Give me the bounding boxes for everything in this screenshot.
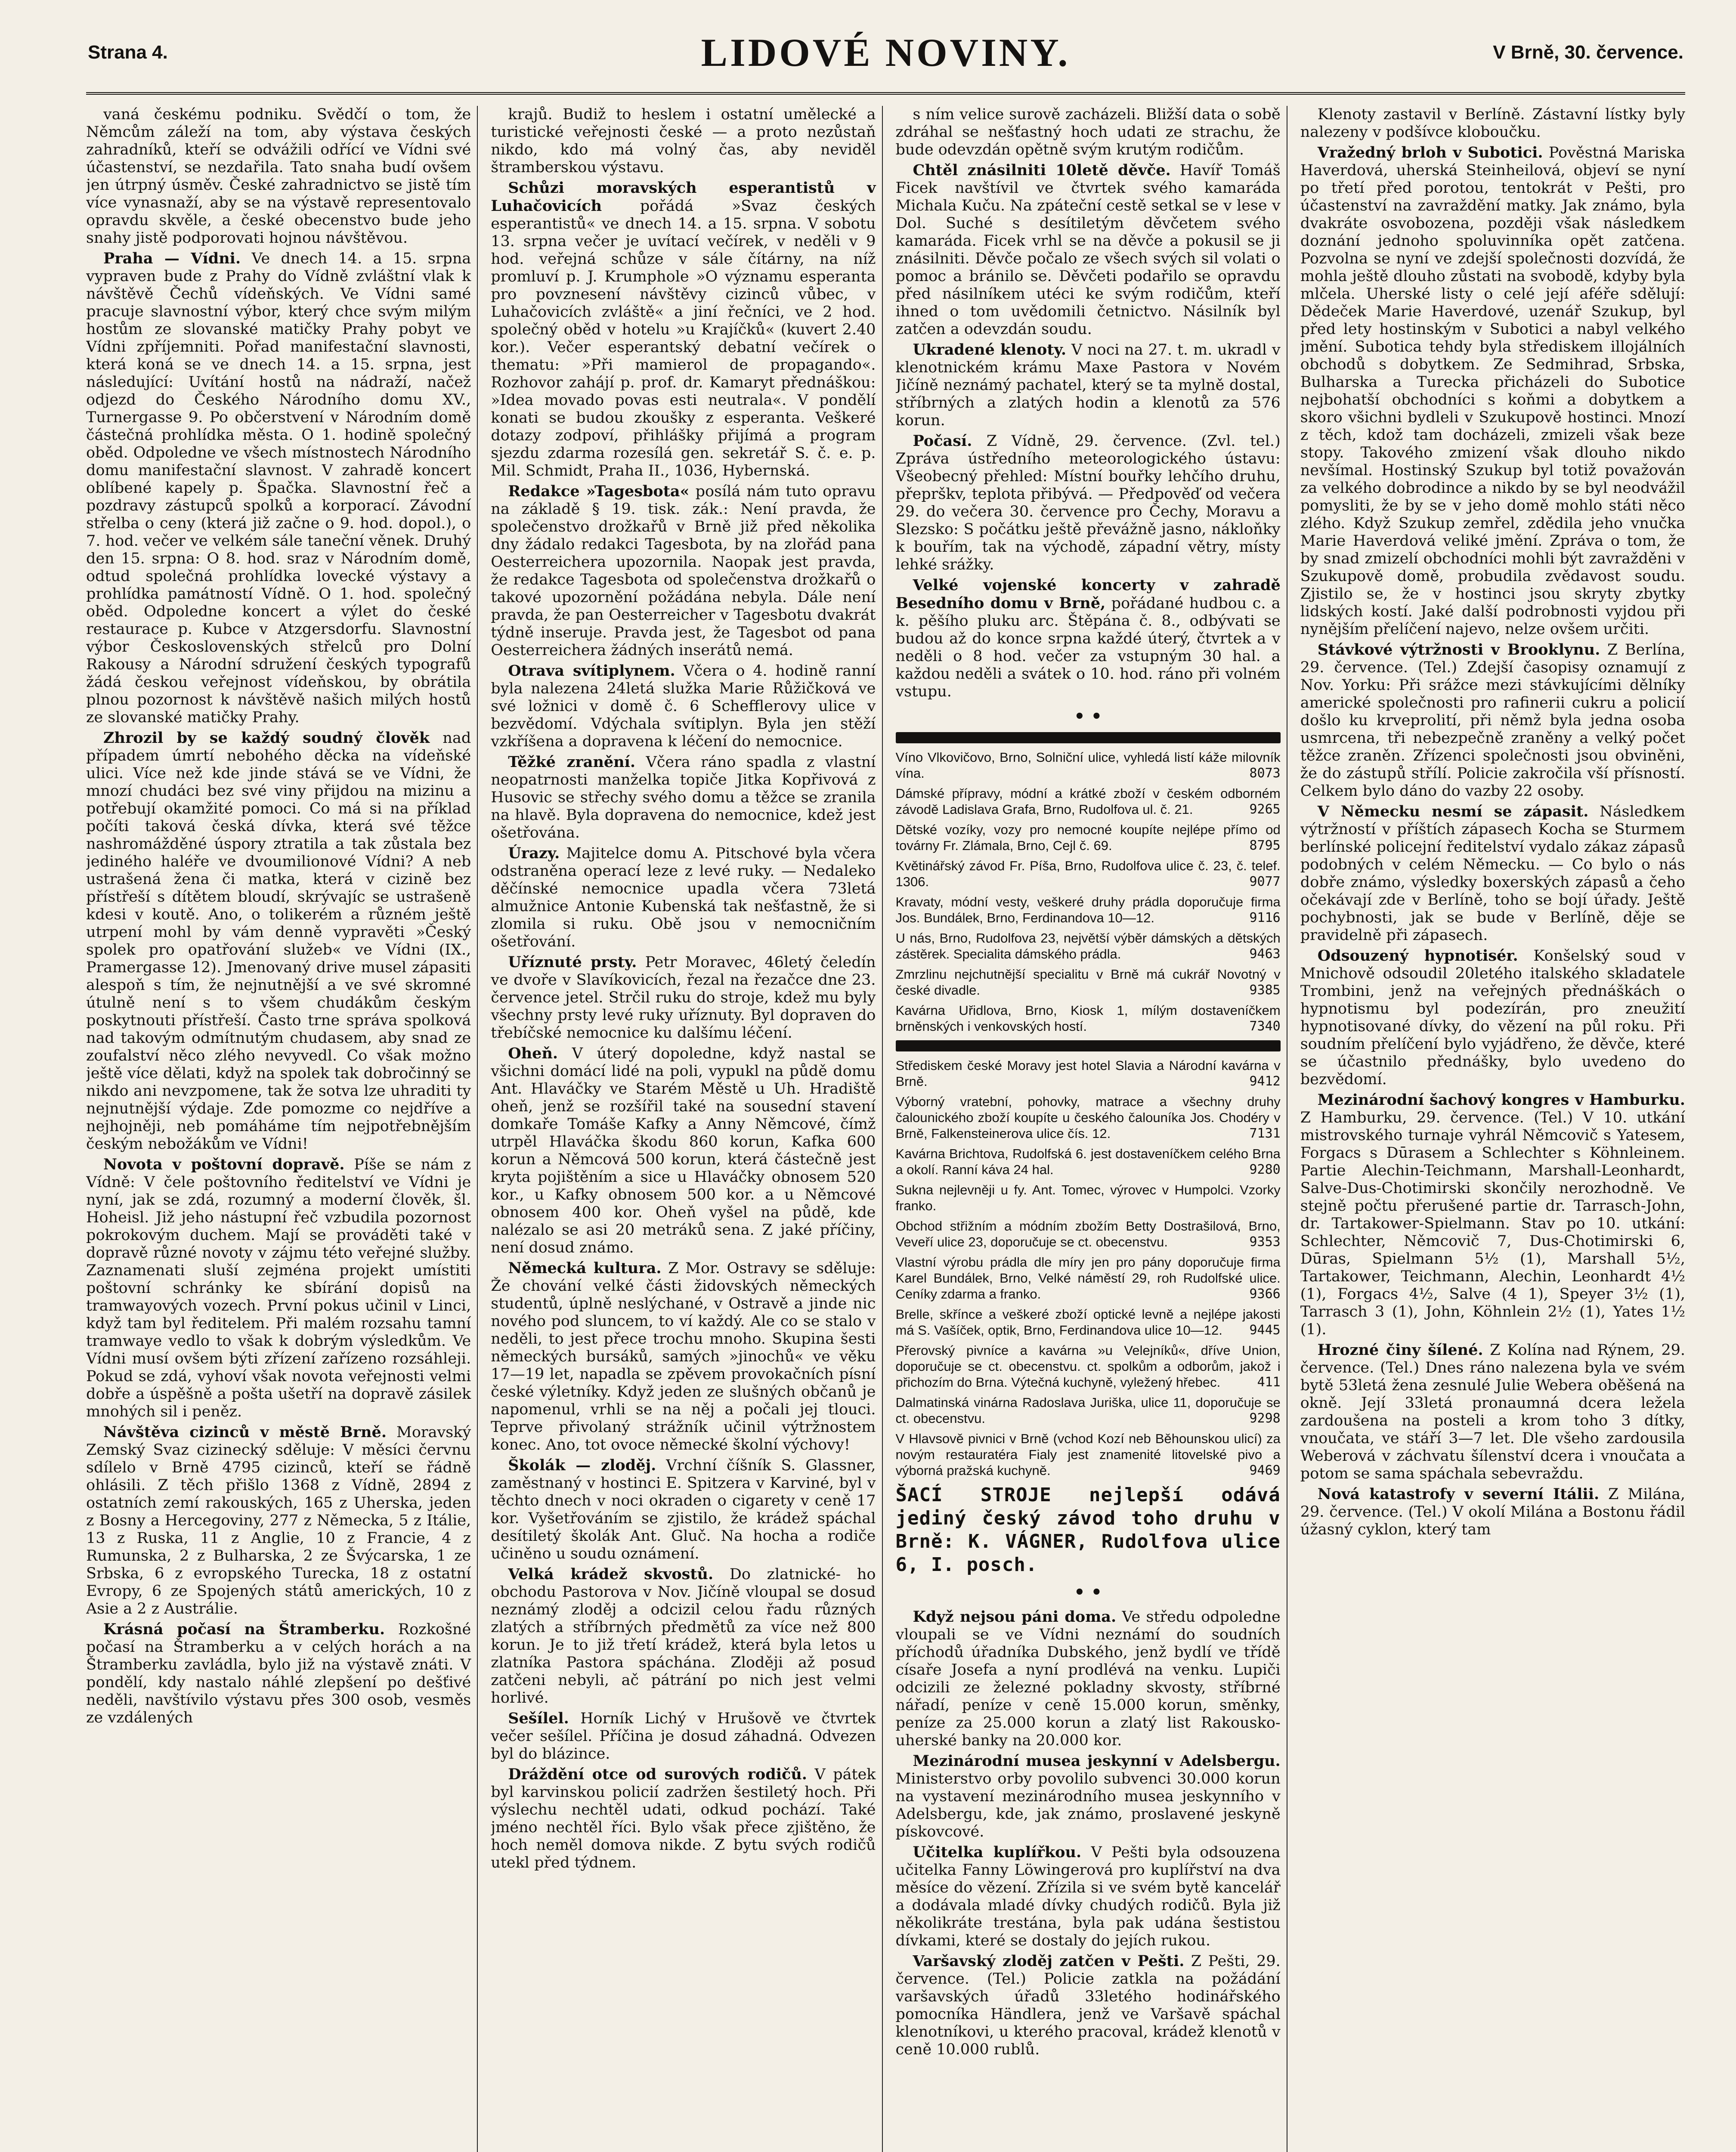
article-paragraph bbox=[491, 1045, 876, 1257]
article-text: Pověstná Mariska Haverdová, uherská Steinheilová, objeví se nyní po třetí před porotou, tentokrát v Pešti, pro účastenství na zavraždění matky. Jak známo, byla dvakráte osvobozena, později však následkem doznání jednoho spoluvinníka opět zatčena. Pozvolna se nyní ve zdejší společnosti dozvídá, že mohla ještě dlouho zůstati na svobodě, kdyby byla mlčela. Uherské listy o celé její aféře sdělují: Dědeček Marie Haverdové, uzenář Szukup, byl před lety hostinským v Subotici a nabyl velkého jmění. Subotica tehdy byla střediskem illojálních obchodů s dobytkem. Ze Sedmihrad, Srbska, Bulharska a Turecka přicházeli do Subotice nejbohatší obchodníci s koňmi a dobytkem a skoro všichni bydleli v Szukupově hostinci. Mnozí z těch, kdož tam docházeli, zmizeli však beze stopy. Takového zmizení však dlouho nikdo nevšímal. Hostinský Szukup byl totiž považován za velkého dobrodince a nikdo by se byl neodvážil pomysliti, že by se v jeho domě mohlo státi něco zlého. Když Szukup zemřel, zdědila jeho vnučka Marie Haverdová veliké jmění. Zpráva o tom, že by snad zmizelí obchodníci mohli být zavražděni v Szukupově domě, probudila zvědavost soudu. Zjistilo se, že v hostinci jsou skryty zbytky lidských kostí. Jaké další podrobnosti vyjdou při nynějším přelíčení najevo, nelze ovšem určiti. bbox=[1300, 144, 1685, 638]
classified-ad bbox=[896, 1431, 1281, 1478]
article-text: Z Mor. Ostravy se sděluje: Že chování velké části židovských německých studentů, úplně neslýchané, v Ostravě a jinde nic nového pod sluncem, to ví každý. Ale co se stalo v neděli, to jest přece trochu mnoho. Skupina šesti německých bursáků, samých »jinochů« ve věku 17—19 let, napadla se zpěvem provokačních písní české výletníky. Když jeden ze slušných občanů je napomenul, vrhli se na něj a počali jej tlouci. Teprve přivolaný strážník učinil výtržnostem konec. Ano, tot ovoce německé školní výchovy! bbox=[491, 1260, 876, 1453]
article-paragraph bbox=[896, 106, 1281, 159]
classified-ad bbox=[896, 1057, 1281, 1089]
article-text: Z Pešti, 29. července. (Tel.) Policie zatkla na požádání varšavských úřadů 33letého hodinářského pomocníka Händlera, jenž ve Varšavě spáchal klenotníkovi, u kterého pracoval, krádež klenotů v ceně 10.000 rublů. bbox=[895, 1953, 1281, 2058]
article-text: Ministerstvo orby povolilo subvenci 30.000 korun na vystavení mezinárodního musea jeskynního v Adelsbergu, kde, jak známo, proslavené jeskyně pískovcové. bbox=[895, 1770, 1281, 1840]
article-headline: Ukradené klenoty. bbox=[913, 341, 1067, 359]
article-headline: Nová katastrofy v severní Itálii. bbox=[1317, 1485, 1600, 1503]
article-paragraph bbox=[1300, 947, 1685, 1088]
article-headline: Když nejsou páni doma. bbox=[913, 1608, 1117, 1626]
ad-text: V Hlavsově pivnici v Brně (vchod Kozí neb Běhounskou ulicí) za novým restauratéra Fialy jest znamenité litovelské pivo a výborná pražská kuchyně. bbox=[895, 1431, 1281, 1478]
article-paragraph bbox=[491, 844, 876, 951]
article-paragraph bbox=[1300, 144, 1685, 638]
article-headline: Redakce »Tagesbota« bbox=[508, 482, 690, 500]
column-2 bbox=[491, 106, 882, 2152]
classified-ad bbox=[896, 785, 1281, 817]
classified-ad bbox=[896, 822, 1281, 853]
article-headline: Uříznuté prsty. bbox=[508, 953, 637, 971]
ad-number: 9116 bbox=[1249, 910, 1281, 925]
article-text: Píše se nám z Vídně: V čele poštovního ředitelství ve Vídni je nyní, jak se zdá, rozumný a moderní člověk, šl. Hoheisl. Již jeho nástupní řeč vzbudila pozornost pokrokovým duchem. Mají se prováděti také v dopravě různé novoty v zájmu této veřejné služby. Zaznamenati sluší zejména projekt umístiti poštovní schránky ke sbírání dopisů na tramwayových vozech. První pokus učinil v Linci, když tam byl ředitelem. Při malém rozsahu tamní tramwaye vedlo to však k dobrým výsledkům. Ve Vídni musí ovšem býti zřízení zařízeno rozsáhleji. Pokud se zdá, vyhoví však novota veřejnosti velmi dobře a úspěšně a pošta ušetří na dopravě zásilek mnohých sil i peněz. bbox=[86, 1156, 471, 1420]
ad-number: 411 bbox=[1257, 1375, 1281, 1390]
article-text: Následkem výtržností v příštích zápasech Kocha se Sturmem berlínské policejní ředitelství vydalo zákaz zápasů podobných v celém Německu. — Co bylo o nás dobře známo, výsledky boxerských zápasů a čeho očekávají zde v Berlíně, toho se bojí úřady. Ještě pochybnosti, jak se bude v Berlíně, děje se pravidelně při zápasech. bbox=[1300, 803, 1685, 944]
article-text: pořádané hudbou c. a k. pěšího pluku arc. Štěpána č. 8., odbývati se budou až do konce srpna každé úterý, čtvrtek a v neděli o 8 hod. večer za vstupným 30 hal. a každou neděli a svátek o 10. hod. ráno při volném vstupu. bbox=[895, 595, 1281, 700]
ad-number: 7131 bbox=[1249, 1126, 1281, 1141]
ad-divider bbox=[896, 732, 1281, 743]
ad-number: 9366 bbox=[1249, 1286, 1281, 1302]
ad-number: 9463 bbox=[1249, 946, 1281, 962]
ad-text: Dámské přípravy, módní a krátké zboží v českém odborném závodě Ladislava Grafa, Brno, Rudolfova ul. č. 21. bbox=[895, 786, 1281, 817]
article-headline: Vražedný brloh v Subotici. bbox=[1317, 144, 1543, 161]
article-text: Majitelce domu A. Pitschové byla včera odstraněna operací leze z levé ruky. — Nedaleko děčínské nemocnice upadla včera 73letá almužnice Antonie Kubenská tak nešťastně, že si zlomila si ruku. Obě jsou v nemocničním ošetřování. bbox=[491, 845, 876, 950]
advertisement-display: ŠACÍ STROJE nejlepší odává jediný český závod toho druhu v Brně: K. VÁGNER, Rudolfova ulice 6, I. posch. bbox=[895, 1484, 1281, 1576]
article-text: Klenoty zastavil v Berlíně. Zástavní lístky byly nalezeny v podšívce kloboučku. bbox=[1300, 106, 1685, 141]
article-paragraph bbox=[491, 482, 876, 659]
article-text: Petr Moravec, 46letý čeledín ve dvoře v Slavíkovicích, řezal na řezačce dne 23. července jetel. Strčil ruku do stroje, kdež mu byly všechny prsty levé ruky uříznuty. Byl dopraven do třebíčské nemocnice ku dalšímu léčení. bbox=[491, 954, 876, 1042]
article-headline: Stávkové výtržnosti v Brooklynu. bbox=[1317, 641, 1600, 659]
section-separator: • • bbox=[1074, 706, 1102, 727]
article-paragraph bbox=[896, 1843, 1281, 1950]
article-text: Z Vídně, 29. července. (Zvl. tel.) Zpráva ústředního meteorologického ústavu: Všeobecný přehled: Místní bouřky lehčího druhu, přeprškv, teplota přibývá. — Předpověď od večera 29. do večera 30. července pro Čechy, Moravu a Slezsko: S počátku ještě převážně jasno, nákloňky k bouřím, tak na východě, západní větry, místy lehké srážky. bbox=[895, 433, 1281, 573]
ad-number: 9077 bbox=[1249, 874, 1281, 889]
article-paragraph bbox=[1300, 1341, 1685, 1483]
article-text: vaná českému podniku. Svědčí o tom, že Němcům záleží na tom, aby výstava českých zahradníků, kteří se odvážili odřící ve Vídni své účastenství, se nezdařila. Tato snaha budí ovšem jen útrpný úsměv. České zahradnictvo se jistě tím více vynasnaží, aby se na výstavě representovalo opravdu skvěle, a české obecenstvo bude jeho snahy jistě podporovati hojnou návštěvou. bbox=[86, 106, 471, 247]
article-paragraph bbox=[896, 576, 1281, 701]
article-paragraph bbox=[86, 250, 471, 727]
article-paragraph bbox=[491, 1565, 876, 1707]
ad-number: 9353 bbox=[1249, 1234, 1281, 1249]
article-headline: Těžké zranění. bbox=[508, 753, 636, 771]
column-4 bbox=[1300, 106, 1685, 2152]
article-paragraph bbox=[491, 753, 876, 842]
article-text: Včera ráno spadla z vlastní neopatrnosti manželka topiče Jitka Kopřivová z Husovic se střechy svého domu a těžce se zranila na hlavě. Byla dopravena do nemocnice, kdež jest ošetřována. bbox=[491, 754, 876, 841]
article-text: pořádá »Svaz českých esperantistů« ve dnech 14. a 15. srpna. V sobotu 13. srpna večer je uvítací večírek, v neděli v 9 hod. veřejná schůze v sále čítárny, na níž promluví p. J. Krumphole »O významu esperanta pro povznesení návštěvy cizinců vůbec, v Luhačovicích zvláště« a jiní řečníci, ve 2 hod. společný oběd v hotelu »u Krajíčků« (kuvert 2.40 kor.). Večer esperantský debatní večírek o thematu: »Při mamierol de propagando«. Rozhovor zahájí p. prof. dr. Kamaryt přednáškou: »Idea movado povas esti neutrala«. V pondělí konati se budou zkoušky z esperanta. Veškeré dotazy zodpoví, přihlášky přijímá a program sjezdu zdarma rozesílá gen. sekretář S. č. e. p. Mil. Schmidt, Praha II., 1036, Hybernská. bbox=[491, 198, 876, 479]
ad-text: Kravaty, módní vesty, veškeré druhy prádla doporučuje firma Jos. Bundálek, Brno, Ferdinandova 10—12. bbox=[895, 894, 1281, 925]
classified-ad bbox=[896, 894, 1281, 926]
article-headline: Mezinárodní šachový kongres v Hamburku. bbox=[1317, 1091, 1685, 1109]
ad-number: 9280 bbox=[1249, 1162, 1281, 1177]
article-text: V pátek byl karvinskou policií zadržen šestiletý hoch. Při výslechu nechtěl udati, odkud pochází. Také jméno nechtěl říci. Bylo však přece zjištěno, že hoch neměl domova nikde. Z bytu svých rodičů utekl před týdnem. bbox=[491, 1766, 876, 1871]
article-paragraph bbox=[491, 1259, 876, 1454]
article-headline: Odsouzený hypnotisér. bbox=[1317, 947, 1518, 965]
article-headline: Velká krádež skvostů. bbox=[508, 1565, 714, 1583]
article-paragraph bbox=[1300, 803, 1685, 944]
section-separator: • • bbox=[1074, 1582, 1102, 1602]
article-paragraph bbox=[86, 1620, 471, 1727]
article-paragraph bbox=[86, 1423, 471, 1618]
article-paragraph bbox=[896, 432, 1281, 574]
article-headline: Praha — Vídni. bbox=[103, 250, 241, 267]
ad-text: Přerovský pivníce a kavárna »u Velejníků«, dříve Union, doporučuje se ct. obecenstvu. ct. spolkům a odborům, jakož i přichozím do Brna. Výtečná kuchyně, vyležený hřebec. bbox=[895, 1343, 1281, 1390]
newspaper-title: LIDOVÉ NOVINY. bbox=[701, 31, 1071, 74]
article-text: Včera o 4. hodině ranní byla nalezena 24letá služka Marie Růžičková ve své ložnici v domě č. 6 Schefflerovy ulice v bezvědomí. Vdýchala svítiplyn. Byla jen stěží vzkříšena a dopravena k léčení do nemocnice. bbox=[491, 662, 876, 750]
article-paragraph bbox=[1300, 106, 1685, 141]
article-paragraph bbox=[491, 1766, 876, 1872]
article-text: Z Kolína nad Rýnem, 29. července. (Tel.) Dnes ráno nalezena byla ve svém bytě 53letá žena zesnulé Julie Webera oběšená na okně. Její 33letá pronaumná dcera ležela zardoušena na posteli a krom toho 3 dítky, vnoučata, ve stáří 3—7 let. Dle všeho zardousila Weberová v záchvatu šílenství dcera i vnoučata a potom se sama spáchala sebevraždu. bbox=[1300, 1342, 1685, 1482]
classified-ad bbox=[896, 749, 1281, 781]
article-text: s ním velice surově zacházeli. Bližší data o sobě zdráhal se nešťastný hoch udati ze strachu, že bude odevzdán opětně svým krutým rodičům. bbox=[895, 106, 1281, 158]
article-text: krajů. Budiž to heslem i ostatní umělecké a turistické veřejnosti české — a proto nezůstaň nikdo, kdo má volný čas, aby neviděl štramberskou výstavu. bbox=[491, 106, 876, 176]
article-text: Rozkošné počasí na Štramberku a v celých horách a na Štramberku zavládla, bylo již na výstavě znáti. V pondělí, kdy nastalo náhlé zlepšení po dešťivé neděli, navštívilo výstavu přes 300 osob, vesměs ze vzdálených bbox=[86, 1621, 471, 1726]
ad-text: Kavárna Brichtova, Rudolfská 6. jest dostaveníčkem celého Brna a okolí. Ranní káva 24 hal. bbox=[895, 1146, 1281, 1177]
ad-text: Dalmatinská vinárna Radoslava Juriška, ulice 11, doporučuje se ct. obecenstvu. bbox=[895, 1395, 1281, 1426]
classified-ad bbox=[896, 1394, 1281, 1426]
classified-ad bbox=[896, 1306, 1281, 1338]
ad-number: 8795 bbox=[1249, 838, 1281, 853]
article-headline: Návštěva cizinců v městě Brně. bbox=[103, 1423, 387, 1441]
article-text: Havíř Tomáš Ficek navštívil ve čtvrtek svého kamaráda Michala Kuču. Na zpáteční cestě setkal se v lese v Dol. Suché s desítiletým děvčetem svého kamaráda. Ficek vrhl se na děvče a pokusil se ji znásilniti. Děvče počalo ze všech svých sil volati o pomoc a bránilo se. Děvčeti podařilo se opravdu před násilníkem utéci ke svým rodičům, kteří ihned o tom uvědomili četnictvo. Násilník byl zatčen a odevzdán soudu. bbox=[895, 162, 1281, 338]
ad-text: Obchod střižním a módním zbožím Betty Dostrašilová, Brno, Veveří ulice 23, doporučuje se ct. obecenstvu. bbox=[895, 1218, 1281, 1249]
ad-text: U nás, Brno, Rudolfova 23, největší výběr dámských a dětských zástěrek. Specialita dámského prádla. bbox=[895, 931, 1281, 962]
ad-number: 9385 bbox=[1249, 983, 1281, 998]
ad-text: Dětské vozíky, vozy pro nemocné koupíte nejlépe přímo od továrny Fr. Zlámala, Brno, Cejl č. 69. bbox=[895, 822, 1281, 853]
article-paragraph bbox=[896, 1608, 1281, 1750]
classified-ad bbox=[896, 1002, 1281, 1034]
article-text: Ve dnech 14. a 15. srpna vypraven bude z Prahy do Vídně zvláštní vlak k návštěvě Čechů vídeňských. Ve Vídni samé pracuje slavnostní výbor, který chce svým milým hostům ze slovanské matičky Prahy pobyt ve Vídni zpříjemniti. Pořad manifestační slavnosti, která koná se ve dnech 14. a 15. srpna, jest následující: Uvítání hostů na nádraží, načež odjezd do Českého Národního domu XV., Turnergasse 9. Po občerstvení v Národním domě částečná prohlídka města. O 1. hodině společný oběd. Odpoledne ve všech místnostech Národního domu manifestační slavnost. V zahradě koncert oblíbené kapely p. Špačka. Slavnostní řeč a pozdravy zástupců spolků a korporací. Závodní střelba o ceny (která již začne o 9. hod. dopol.), o 7. hod. večer ve velkém sále taneční věnek. Druhý den 15. srpna: O 8. hod. sraz v Národním domě, odtud společná prohlídka lovecké výstavy a prohlídka památností Vídně. O 1. hod. společný oběd. Odpoledne koncert a výlet do české restaurace p. Kubce v Atzgersdorfu. Slavnostní výbor Československých střelců pro Dolní Rakousy a Národní sdružení českých typografů žádá českou veřejnost vídeňskou, by obrátila plnou pozornost k návštěvě našich milých hostů ze slovanské matičky Prahy. bbox=[86, 250, 471, 726]
article-headline: Oheň. bbox=[508, 1045, 558, 1062]
ad-text: Zmrzlinu nejchutnější specialitu v Brně má cukrář Novotný v české divadle. bbox=[895, 967, 1281, 998]
article-paragraph bbox=[896, 341, 1281, 430]
article-paragraph bbox=[491, 106, 876, 176]
ad-text: Sukna nejlevněji u fy. Ant. Tomec, výrovec v Humpolci. Vzorky franko. bbox=[895, 1182, 1281, 1213]
classified-ad bbox=[896, 1218, 1281, 1250]
ad-number: 7340 bbox=[1249, 1019, 1281, 1034]
article-paragraph bbox=[1300, 1091, 1685, 1339]
masthead bbox=[86, 13, 1685, 95]
column-1 bbox=[86, 106, 478, 2152]
ad-number: 8073 bbox=[1249, 766, 1281, 781]
article-headline: Učitelka kuplířkou. bbox=[913, 1843, 1082, 1861]
article-paragraph bbox=[491, 953, 876, 1042]
classified-ad bbox=[896, 1094, 1281, 1141]
article-text: Ve středu odpoledne vloupali se ve Vídni neznámí do soudních příchodů úřadníka Dubského, jenž bydlí ve třídě císaře Josefa a nyní prodlévá na venku. Lupiči odcizili ze železné pokladny skvosty, stříbrné nářadí, peníze v ceně 15.000 korun, směnky, peníze za 25.000 korun a zlatý list Rakousko-uherské banky na 20.000 kor. bbox=[895, 1608, 1281, 1749]
article-paragraph bbox=[1300, 1485, 1685, 1539]
article-text: Vrchní číšník S. Glassner, zaměstnaný v hostinci E. Spitzera v Karviné, byl v těchto dnech v noci okraden o cigarety v ceně 17 kor. Vyšetřováním se zjistilo, že krádež spáchal desítiletý školák Ant. Gluč. Na hocha a rodiče učiněno u soudu oznámení. bbox=[491, 1457, 876, 1562]
article-paragraph bbox=[896, 1952, 1281, 2059]
ad-number: 9469 bbox=[1249, 1463, 1281, 1478]
article-headline: Německá kultura. bbox=[508, 1259, 662, 1277]
article-paragraph bbox=[86, 106, 471, 247]
ad-text: Kavárna Uřidlova, Brno, Kiosk 1, mílým dostaveníčkem brněnských i venkovských hostí. bbox=[895, 1003, 1281, 1034]
article-text: Z Berlína, 29. července. (Tel.) Zdejší časopisy oznamují z Nov. Yorku: Při srážce mezi stávkujícími dělníky americké společnosti pro rafinerii cukru a policií došlo ku krveprolití, při němž byla jedna osoba usmrcena, tři nebezpečně zraněny a velký počet těžce zraněn. Zřízenci společnosti jsou obviněni, že do zástupů střílí. Policie zakročila vší přísností. Celkem bylo dáno do vazby 22 osoby. bbox=[1300, 641, 1685, 800]
ad-text: Vlastní výrobu prádla dle míry jen pro pány doporučuje firma Karel Bundálek, Brno, Velké náměstí 29, roh Rudolfské ulice. Ceníky zdarma a franko. bbox=[895, 1255, 1281, 1302]
ad-number: 9412 bbox=[1249, 1074, 1281, 1089]
article-headline: Chtěl znásilniti 10letě děvče. bbox=[913, 161, 1171, 179]
article-text: posílá nám tuto opravu na základě § 19. tisk. zák.: Není pravda, že společenstvo drožkařů v Brně již před několika dny žádalo redakci Tagesbota, by na zlořád pana Oesterreichera upozornila. Naopak jest pravda, že redakce Tagesbota od společenstva drožkařů o takové upozornění požádána nebyla. Dále není pravda, že pan Oesterreicher v Tagesbotu dvakrát týdně inseruje. Pravda jest, že Tagesbot od pana Oesterreichera žádných inserátů nemá. bbox=[491, 483, 876, 659]
classified-ad bbox=[896, 966, 1281, 998]
page-number: Strana 4. bbox=[88, 42, 168, 63]
classified-ad bbox=[896, 1254, 1281, 1302]
article-text: Horník Lichý v Hrušově ve čtvrtek večer sešílel. Příčina je dosud záhadná. Odvezen byl do blázince. bbox=[491, 1710, 876, 1762]
article-headline: Otrava svítiplynem. bbox=[508, 662, 675, 680]
article-headline: Schůzi moravských esperantistů v Luhačovicích bbox=[491, 179, 876, 215]
article-text: V úterý dopoledne, když nastal se všichni domácí lidé na poli, vypukl na půdě domu Ant. Hlaváčky ve Starém Městě u Uh. Hradiště oheň, jenž se rozšířil také na sousední stavení domkaře Tomáše Kafky a Anny Němcové, čímž utrpěl Hlaváčka škodu 860 korun, Kafka 600 korun a Němcová 500 korun, která částečně jest kryta pojištěním a sice u Hlaváčky obnosem 520 kor., u Kafky obnosem 500 kor. a u Němcové obnosem 400 kor. Oheň vyšel na půdě, kde nalézalo se asi 20 metráků sena. Z jaké příčiny, není dosud známo. bbox=[491, 1045, 876, 1256]
dateline: V Brně, 30. července. bbox=[1493, 42, 1683, 63]
article-paragraph bbox=[491, 1710, 876, 1763]
article-paragraph bbox=[491, 179, 876, 480]
article-headline: Velké vojenské koncerty v zahradě Besedního domu v Brně, bbox=[895, 576, 1281, 612]
article-headline: V Německu nesmí se zápasit. bbox=[1317, 803, 1589, 820]
article-headline: Mezinárodní musea jeskynní v Adelsbergu. bbox=[913, 1752, 1281, 1770]
article-headline: Zhrozil by se každý soudný člověk bbox=[103, 729, 430, 747]
article-paragraph bbox=[1300, 641, 1685, 800]
article-headline: Sešílel. bbox=[508, 1710, 569, 1727]
article-headline: Dráždění otce od surových rodičů. bbox=[508, 1766, 807, 1783]
article-paragraph bbox=[491, 662, 876, 751]
article-text: Z Milána, 29. července. (Tel.) V okolí Milána a Bostonu řádil úžasný cyklon, který tam bbox=[1300, 1486, 1685, 1538]
article-headline: Úrazy. bbox=[508, 844, 560, 862]
classified-ad bbox=[896, 1342, 1281, 1390]
ad-text: Brelle, skřínce a veškeré zboží optické levně a nejlépe jakosti má S. Vašíček, optik, Brno, Ferdinandova ulice 10—12. bbox=[895, 1307, 1281, 1338]
ad-divider bbox=[896, 1040, 1281, 1051]
article-paragraph bbox=[896, 1752, 1281, 1841]
ad-number: 9445 bbox=[1249, 1323, 1281, 1338]
article-text: Z Hamburku, 29. července. (Tel.) V 10. utkání mistrovského turnaje vyhrál Němcovič s Yatesem, Forgacs s Dūrasem a Schlechter s Köhnleinem. Partie Alechin-Teichmann, Marshall-Leonhardt, Salve-Dus-Chotimirski skončily nerozhodně. Ve stejně počtu přerušené partie dr. Tarrasch-John, dr. Tartakower-Spielmann. Stav po 10. utkání: Schlechter, Němcovič 7, Dus-Chotimirski 6, Dūras, Spielmann 5½ (1), Marshall 5½, Tartakower, Teichmann, Alechin, Leonhardt 4½ (1), Forgacs 4½, Salve (4 1), Speyer 3½ (1), Tarrasch 3 (1), John, Köhnlein 2½ (1), Yates 1½ (1). bbox=[1300, 1109, 1685, 1338]
ad-text: Střediskem české Moravy jest hotel Slavia a Národní kavárna v Brně. bbox=[895, 1058, 1281, 1089]
article-headline: Školák — zloděj. bbox=[508, 1456, 656, 1474]
article-paragraph bbox=[491, 1456, 876, 1563]
classified-ad bbox=[896, 1146, 1281, 1178]
article-text: V noci na 27. t. m. ukradl v klenotnickém krámu Maxe Pastora v Novém Jičíně neznámý pachatel, který se ta mylně dostal, stříbrných a zlatých hodin a klenotů za 576 korun. bbox=[895, 341, 1281, 429]
columns bbox=[86, 106, 1685, 2152]
article-headline: Hrozné činy šílené. bbox=[1317, 1341, 1483, 1359]
classified-ad bbox=[896, 930, 1281, 962]
article-text: V Pešti byla odsouzena učitelka Fanny Löwingerová pro kuplířství na dva měsíce do vězení. Zřízila si ve svém bytě kancelář a dodávala mladé dívky chudých rodičů. Byla již několikráte trestána, byla pak udána šestistou dívkami, které se dostaly do jejích rukou. bbox=[895, 1844, 1281, 1949]
article-headline: Krásná počasí na Štramberku. bbox=[103, 1620, 385, 1638]
article-text: Do zlatnické- ho obchodu Pastorova v Nov. Jičíně vloupal se dosud neznámý zloděj a odcizil celou řadu různých zlatých a stříbrných předmětů za více než 800 korun. Je to již třetí krádež, která byla letos u zlatníka Pastora spáchána. Zloději až posud zatčeni nebyli, ač pátrání po nich jest velmi horlivé. bbox=[491, 1566, 876, 1707]
article-paragraph bbox=[86, 729, 471, 1153]
article-text: nad případem úmrtí nebohého děcka na vídeňské ulici. Více než kde jinde stává se ve Vídni, že mnozí chudáci bez své viny přijdou na mizinu a potřebují okamžité pomoci. Co má si na příklad počíti taková česká dívka, která své těžce nashromážděné úspory ztratila a tak zůstala bez jediného haléře ve dvoumilionové Vídni? A neb ustrašená žena či matka, která v cizině bez přístřeší s dítětem bloudí, skrývajíc se ustrašeně kdesi v koutě. Ano, o tolikerém a různém ještě utrpení mohl by vám denně vypravěti »Český spolek pro opatřování služeb« ve Vídni (IX., Pramergasse 12). Jmenovaný drive musel zápasiti alespoň s tím, že nejnutnější a ve své skromné útulně není s to všem chudákům českým poskytnouti přístřeší. Často trne správa spolková nad takovým odmítnutým chudasem, aby snad ze zoufalství něco zlého nevyvedl. Co však možno ještě více dělati, když na spolek tak dobročinný se nikdo ani nevzpomene, tak že sotva lze uhraditi ty nejnutnější výdaje. Zde pomozme co nejdříve a nejhojněji, neb pomáháme tím nejpotřebnějším českým nebožákům ve Vídni! bbox=[86, 730, 471, 1153]
article-text: Moravský Zemský Svaz cizinecký sděluje: V měsíci červnu sdílelo v Brně 4795 cizinců, kteří se řádně ohlásili. Z těch přišlo 1368 z Vídně, 2894 z ostatních zemí rakouských, 165 z Uherska, jeden z Bosny a Hercegoviny, 277 z Německa, 5 z Itálie, 13 z Ruska, 11 z Anglie, 10 z Francie, 4 z Rumunska, 2 z Bulharska, 2 ze Švýcarska, 1 ze Srbska, 6 z evropského Turecka, 18 z ostatní Evropy, 6 ze Spojených států amerických, 10 z Asie a 2 z Austrálie. bbox=[86, 1424, 471, 1617]
article-paragraph bbox=[86, 1156, 471, 1421]
ad-number: 9298 bbox=[1249, 1411, 1281, 1426]
article-headline: Počasí. bbox=[913, 432, 972, 450]
article-headline: Varšavský zloděj zatčen v Pešti. bbox=[913, 1952, 1185, 1970]
ad-text: Výborný vratební, pohovky, matrace a všechny druhy čalounického zboží koupíte u českého čalouníka Jos. Chodéry v Brně, Falkensteinerova ulice čís. 12. bbox=[895, 1094, 1281, 1141]
article-paragraph bbox=[896, 161, 1281, 338]
article-text: Konšelský soud v Mnichově odsoudil 20letého italského skladatele Trombini, jenž na veřejných přednáškách o hypnotismu byl podezírán, pro zneužití hypnotisované dívky, do vězení na půl roku. Při soudním přelíčení bylo vyjádřeno, že děvče, které se účastnilo přednášky, bylo uvedeno do bezvědomí. bbox=[1300, 947, 1685, 1088]
ad-number: 9265 bbox=[1249, 802, 1281, 817]
article-headline: Novota v poštovní dopravě. bbox=[103, 1156, 345, 1173]
ad-text: Květinářský závod Fr. Píša, Brno, Rudolfova ulice č. 23, č. telef. 1306. bbox=[895, 858, 1281, 889]
classified-ad bbox=[896, 858, 1281, 890]
column-3 bbox=[896, 106, 1287, 2152]
ad-text: Víno Vlkovičovo, Brno, Solniční ulice, vyhledá listí káže milovník vína. bbox=[895, 750, 1281, 781]
classified-ad bbox=[896, 1182, 1281, 1214]
